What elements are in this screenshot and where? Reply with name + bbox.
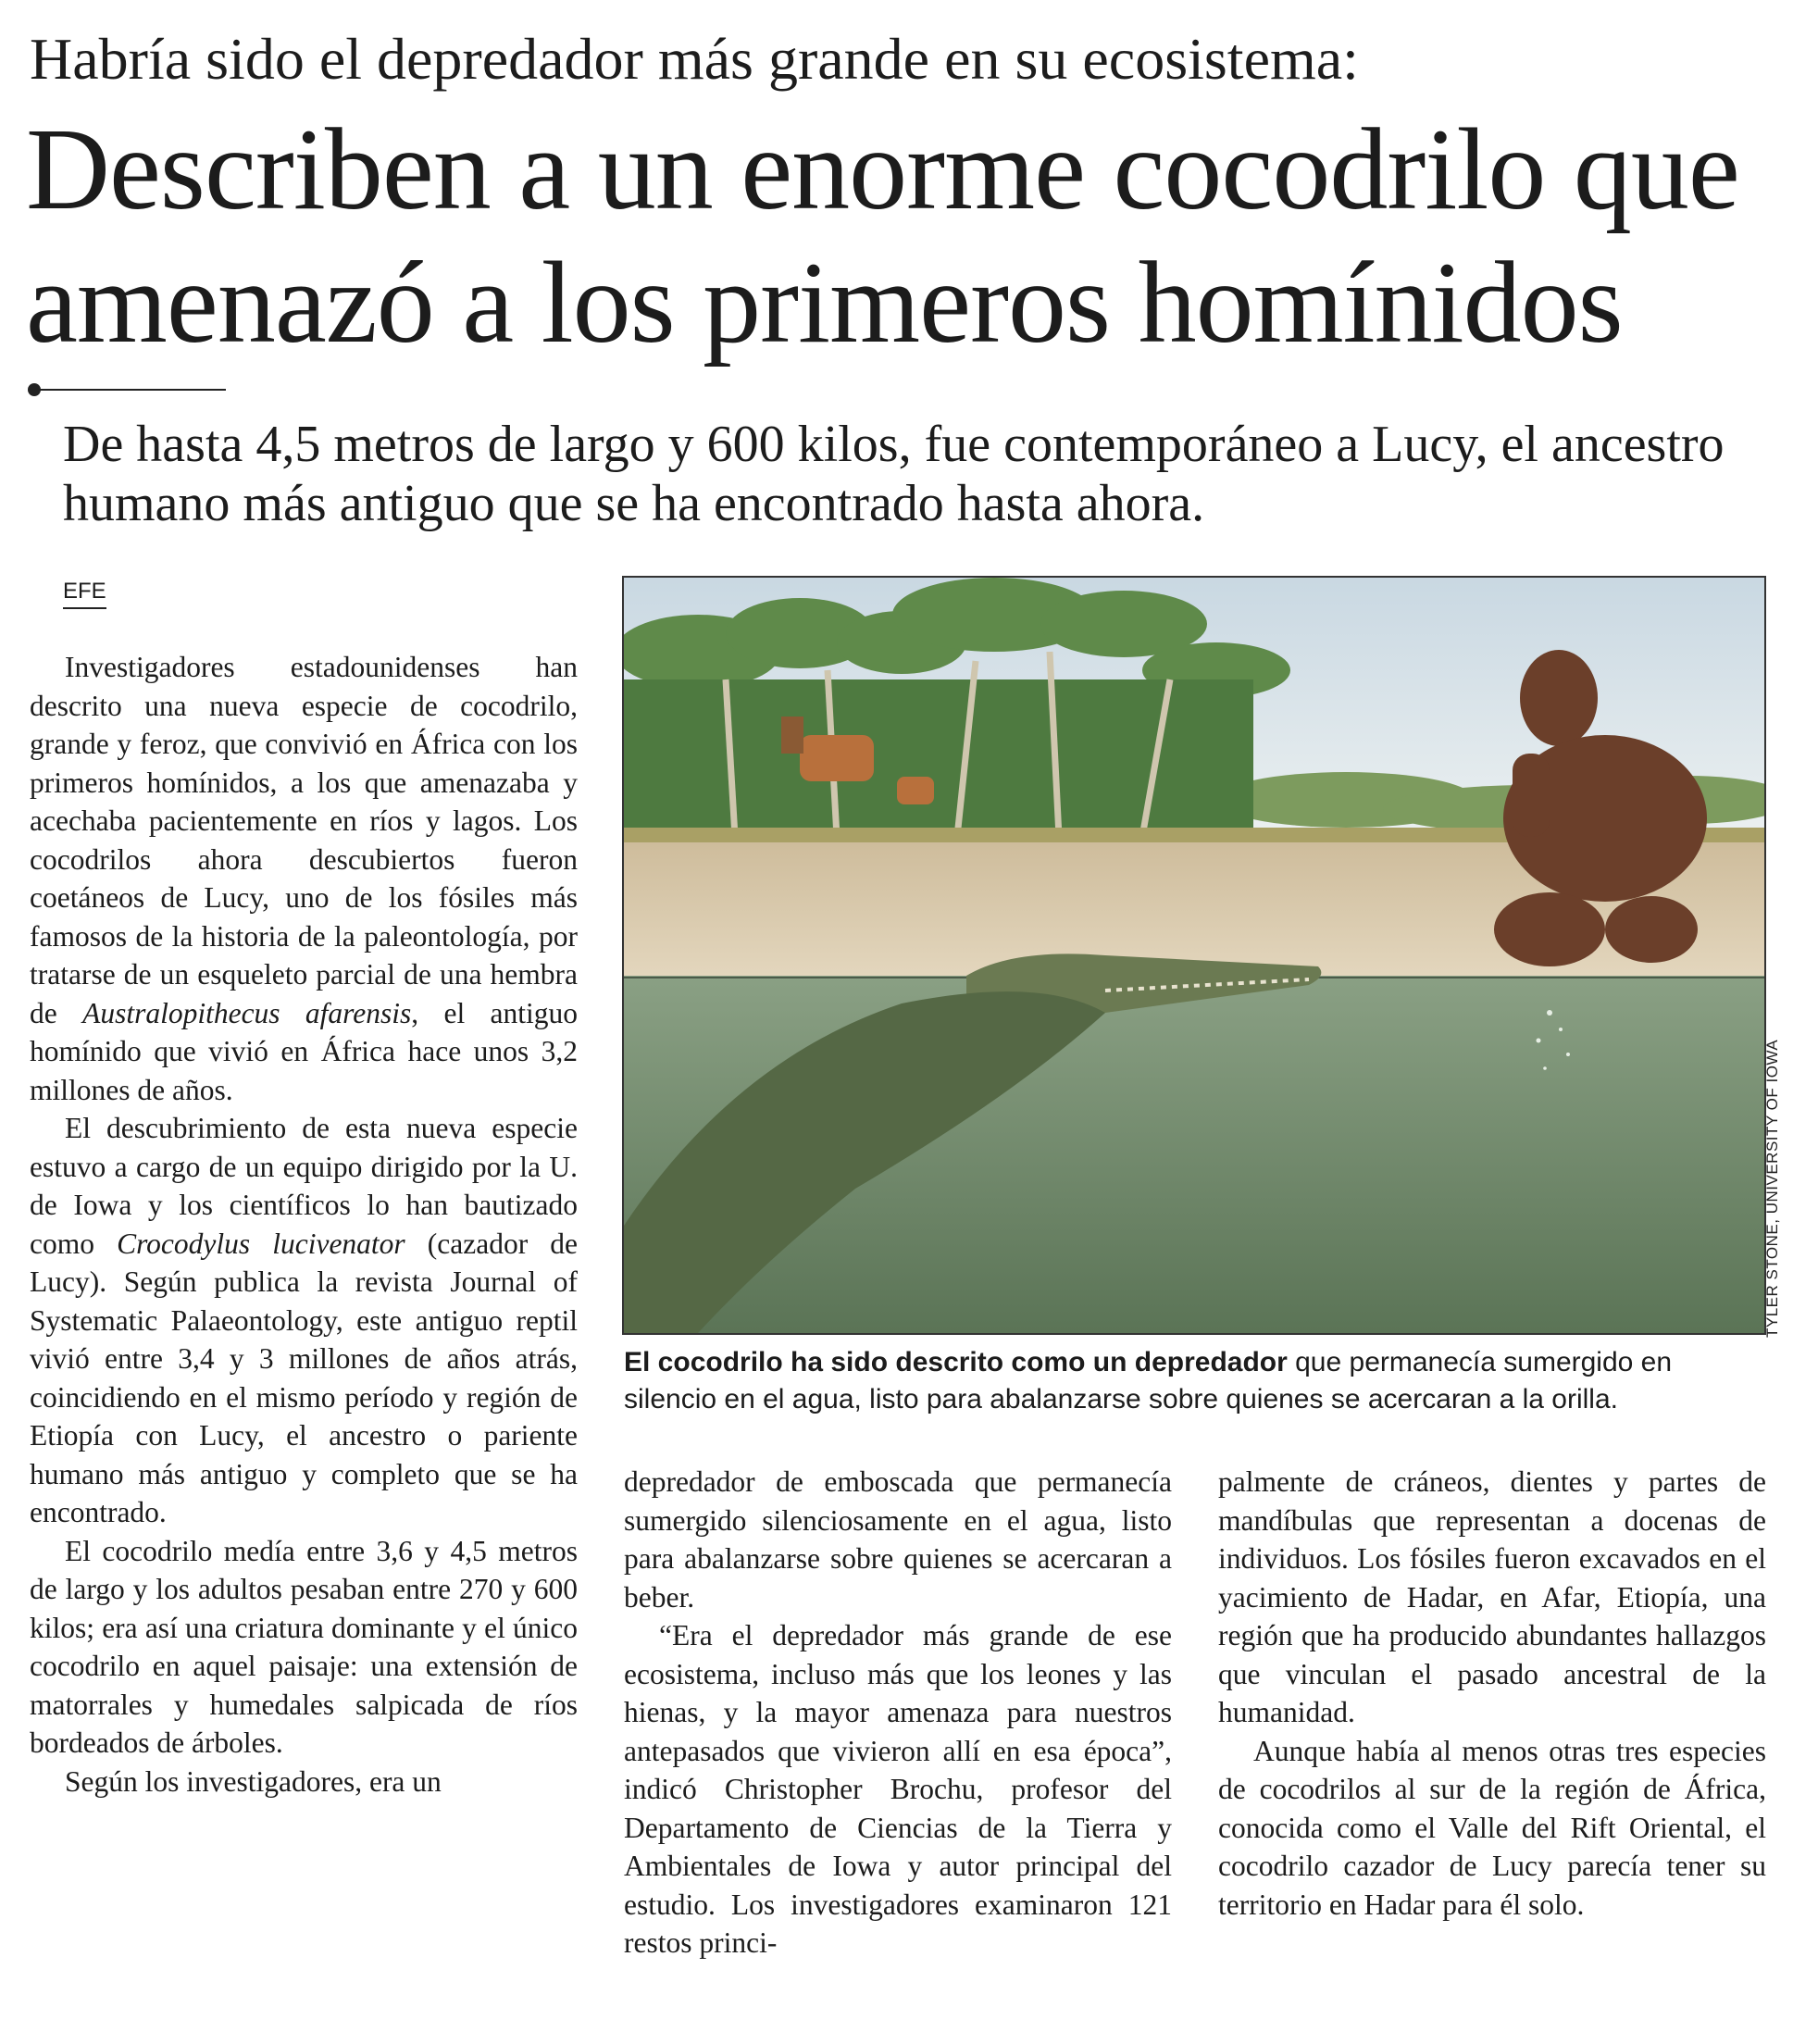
article-headline: Describen a un enorme cocodrilo que amenazó a los primeros homínidos (26, 106, 1739, 368)
deck-rule (33, 389, 226, 391)
body-text: (cazador de Lucy). Según publica la revista Journal of Systematic Palaeontology, este antiguo reptil vivió entre 3,4 y 3 millones de años atrás, coincidiendo en el mismo período y región de Etiopía con Lucy, el ancestro o pariente humano más antiguo y completo que se ha encontrado. (30, 1227, 579, 1528)
caption-text: que permanecía sumergido en silencio en el agua, listo para abalanzarse sobre quienes se acercaran a la orilla. (624, 1347, 1673, 1415)
body-paragraph: palmente de cráneos, dientes y partes de mandíbulas que representan a docenas de individuos. Los fósiles fueron excavados en el yacimiento de Hadar, en Afar, Etiopía, una región que ha producido abundantes hallazgos que vinculan el pasado ancestral de la humanidad. (1218, 1465, 1766, 1728)
body-paragraph (30, 1109, 578, 1532)
byline: EFE (63, 578, 106, 609)
article-deck: De hasta 4,5 metros de largo y 600 kilos, fue contemporáneo a Lucy, el ancestro humano más antiguo que se ha encontrado hasta ahora. (63, 416, 1725, 532)
body-paragraph: depredador de emboscada que permanecía sumergido silenciosamente en el agua, listo para abalanzarse sobre quienes se acercaran a beber. (624, 1465, 1172, 1614)
illustration-svg (624, 578, 1764, 1333)
body-column-3 (1218, 1463, 1766, 1924)
body-text: El descubrimiento de esta nueva especie estuvo a cargo de un equipo dirigido por la U. de Iowa y los científicos lo han bautizado como (30, 1112, 578, 1260)
body-text: , el antiguo homínido que vivió en África hace unos 3,2 millones de años. (30, 996, 579, 1106)
crocodile-illustration (622, 576, 1766, 1335)
body-paragraph: Según los investigadores, era un (65, 1764, 442, 1798)
species-name: Australopithecus afarensis (82, 996, 412, 1029)
species-name: Crocodylus lucivenator (117, 1227, 405, 1260)
body-paragraph: El cocodrilo medía entre 3,6 y 4,5 metros de largo y los adultos pesaban entre 270 y 600 kilos; era así una criatura dominante y el único cocodrilo en aquel paisaje: una extensión de matorrales y humedales salpicada de ríos bordeados de árboles. (30, 1534, 578, 1759)
body-column-1 (30, 648, 578, 1801)
article-kicker: Habría sido el depredador más grande en su ecosistema: (30, 26, 1359, 92)
caption-lead: El cocodrilo ha sido descrito como un depredador (624, 1347, 1288, 1377)
body-paragraph: Aunque había al menos otras tres especies de cocodrilos al sur de la región de África, conocida como el Valle del Rift Oriental, el cocodrilo cazador de Lucy parecía tener su territorio en Hadar para él solo. (1218, 1734, 1766, 1921)
photo-caption (624, 1344, 1768, 1418)
body-column-2 (624, 1463, 1172, 1963)
body-paragraph (30, 648, 578, 1109)
body-text: Investigadores estadounidenses han descrito una nueva especie de cocodrilo, grande y feroz, que convivió en África con los primeros homínidos, a los que amenazaba y acechaba pacientemente en ríos y lagos. Los cocodrilos ahora descubiertos fueron coetáneos de Lucy, uno de los fósiles más famosos de la historia de la paleontología, por tratarse de un esqueleto parcial de una hembra de (30, 651, 578, 1029)
body-paragraph: “Era el depredador más grande de ese ecosistema, incluso más que los leones y las hienas, y la mayor amenaza para nuestros antepasados que vivieron allí en esa época”, indicó Christopher Brochu, profesor del Departamento de Ciencias de la Tierra y Ambientales de Iowa y autor principal del estudio. Los investigadores examinaron 121 restos princi- (624, 1619, 1172, 1959)
photo-credit: TYLER STONE, UNIVERSITY OF IOWA (1763, 1039, 1781, 1338)
